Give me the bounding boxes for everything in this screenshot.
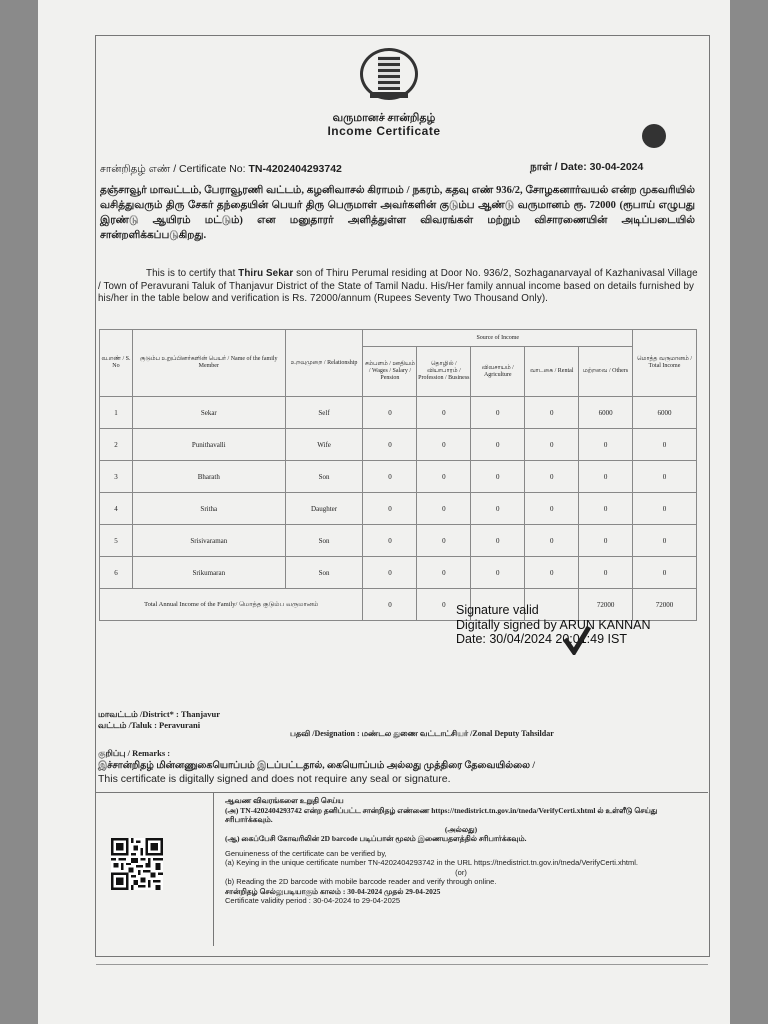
verify-en-a: (a) Keying in the unique certificate number TN-4202404293742 in the URL https://tnedistrict.tn.gov.in/tneda/VerifyCerti.xhtml. bbox=[225, 858, 639, 867]
header-total: மொத்த வருமானம் / Total Income bbox=[633, 330, 697, 397]
divider bbox=[96, 792, 708, 793]
verification-block bbox=[225, 796, 697, 906]
total-row: Total Annual Income of the Family/ மொத்த குடும்ப வருமானம் 0 0 72000 72000 bbox=[100, 589, 697, 621]
header-source: Source of Income bbox=[363, 330, 633, 347]
qr-code-icon bbox=[111, 838, 163, 890]
validity-tamil: சான்றிதழ் செல்லுபடியாகும் காலம் : 30-04-2024 முதல் 29-04-2025 bbox=[225, 886, 441, 896]
remarks-tamil: இச்சான்றிதழ் மின்னணுகையொப்பம் இடப்பட்டதால், கையொப்பம் அல்லது முத்திரை தேவையில்லை / bbox=[98, 761, 536, 771]
certificate-number bbox=[100, 163, 342, 176]
applicant-name: Thiru Sekar bbox=[238, 268, 294, 279]
bottom-rule bbox=[96, 964, 708, 965]
verify-en-or: (or) bbox=[455, 867, 467, 877]
tamil-nadu-emblem-icon bbox=[360, 48, 418, 104]
taluk-value: Peravurani bbox=[159, 720, 201, 730]
divider-vertical bbox=[213, 793, 214, 946]
designation-value: மண்டல துணை வட்டாட்சியர் /Zonal Deputy Tahsildar bbox=[361, 729, 554, 738]
district-value: Thanjavur bbox=[180, 709, 221, 719]
certificate-number-value: TN-4202404293742 bbox=[248, 163, 342, 175]
date-value: 30-04-2024 bbox=[589, 161, 644, 173]
verify-tamil-b: (ஆ) கைப்பேசி கோவரிலின் 2D barcode படிப்பான் மூலம் இணையதளத்தில் சரிபார்க்கவும். bbox=[225, 834, 527, 843]
applicant-photo bbox=[642, 124, 666, 148]
header-relation: உறவுமுறை / Relationship bbox=[285, 330, 363, 397]
date-label: நாள் / Date: bbox=[530, 161, 587, 173]
table-row: 6 Srikumaran Son 0 0 0 0 0 0 bbox=[100, 557, 697, 589]
table-row: 4 Sritha Daughter 0 0 0 0 0 0 bbox=[100, 493, 697, 525]
signed-date: Date: 30/04/2024 20:01:49 IST bbox=[456, 632, 627, 646]
table-row: 3 Bharath Son 0 0 0 0 0 0 bbox=[100, 461, 697, 493]
verify-tamil-a: (அ) TN-4202404293742 என்ற தனிப்பட்ட சான்றிதழ் எண்ணை https://tnedistrict.tn.gov.in/tneda/VerifyCerti.xhtml ல் உள்ளீடு செய்து சரிபார்க்கவும். bbox=[225, 805, 658, 824]
check-mark-icon bbox=[563, 625, 591, 655]
designation: பதவி /Designation : மண்டல துணை வட்டாட்சியர் /Zonal Deputy Tahsildar bbox=[290, 729, 554, 738]
table-row: 5 Srisivaraman Son 0 0 0 0 0 0 bbox=[100, 525, 697, 557]
signed-by: Digitally signed by ARUN KANNAN bbox=[456, 617, 651, 632]
signature-valid: Signature valid bbox=[456, 603, 539, 617]
validity-english: Certificate validity period : 30-04-2024 to 29-04-2025 bbox=[225, 896, 401, 905]
total-label: Total Annual Income of the Family/ மொத்த குடும்ப வருமானம் bbox=[100, 589, 363, 621]
header-business: தொழில் / வியாபாரம் / Profession / Business bbox=[417, 347, 471, 397]
header-sno: வ.எண் / S. No bbox=[100, 330, 133, 397]
header-wages: சம்பளம் / ஊதியம் / Wages / Salary / Pension bbox=[363, 347, 417, 397]
page-title: Income Certificate bbox=[327, 124, 441, 138]
header-others: மற்றவை / Others bbox=[579, 347, 633, 397]
verify-en-b: (b) Reading the 2D barcode with mobile barcode reader and verify through online. bbox=[225, 877, 497, 886]
certificate-date bbox=[530, 161, 643, 174]
table-row: 1 Sekar Self 0 0 0 0 6000 6000 bbox=[100, 397, 697, 429]
english-paragraph: This is to certify that Thiru Sekar son of Thiru Perumal residing at Door No. 936/2, Sozhaganarvayal of Kazhanivasal Village / Town of Peravurani Taluk of Thanjavur District of the State of Tamil Nadu. His/Her family annual income based on details furnished by his/her in the table below and verification is Rs. 72000/annum (Rupees Seventy Two Thousand Only). bbox=[98, 268, 698, 305]
header-rental: வாடகை / Rental bbox=[525, 347, 579, 397]
verify-en-title: Genuineness of the certificate can be verified by, bbox=[225, 848, 387, 858]
verify-tamil-or: (அல்லது) bbox=[444, 824, 478, 834]
header-name: குடும்ப உறுப்பினர்களின் பெயர் / Name of the family Member bbox=[132, 330, 285, 397]
tamil-paragraph: தஞ்சாவூர் மாவட்டம், பேராவூரணி வட்டம், கழனிவாசல் கிராமம் / நகரம், கதவு எண் 936/2, சோழகனார்வயல் என்ற முகவரியில் வசித்துவரும் திரு சேகர் தந்தையின் பெயர் திரு பெருமாள் அவர்களின் குடும்ப ஆண்டு வருமானம் ரூ. 72000 (ரூபாய் எழுபது இரண்டு ஆயிரம் மட்டும்) என மனுதாரர் அளித்துள்ள விவரங்கள் மற்றும் விசாரணையின் அடிப்படையில் சான்றளிக்கப்படுகிறது. bbox=[100, 185, 695, 241]
header-agri: விவசாயம் / Agriculture bbox=[471, 347, 525, 397]
verify-tamil-title: ஆவண விவரங்களை உறுதி செய்ய bbox=[225, 796, 344, 805]
tamil-title: வருமானச் சான்றிதழ் bbox=[332, 112, 436, 124]
table-row: 2 Punithavalli Wife 0 0 0 0 0 0 bbox=[100, 429, 697, 461]
district-block: மாவட்டம் /District* : Thanjavur வட்டம் /Taluk : Peravurani bbox=[98, 709, 221, 730]
certificate-number-label: சான்றிதழ் எண் / Certificate No: bbox=[100, 163, 246, 175]
remarks-label: குறிப்பு / Remarks : bbox=[98, 748, 171, 758]
income-table bbox=[99, 329, 697, 621]
digital-signature bbox=[456, 603, 651, 647]
remarks-english: This certificate is digitally signed and does not require any seal or signature. bbox=[98, 773, 451, 785]
